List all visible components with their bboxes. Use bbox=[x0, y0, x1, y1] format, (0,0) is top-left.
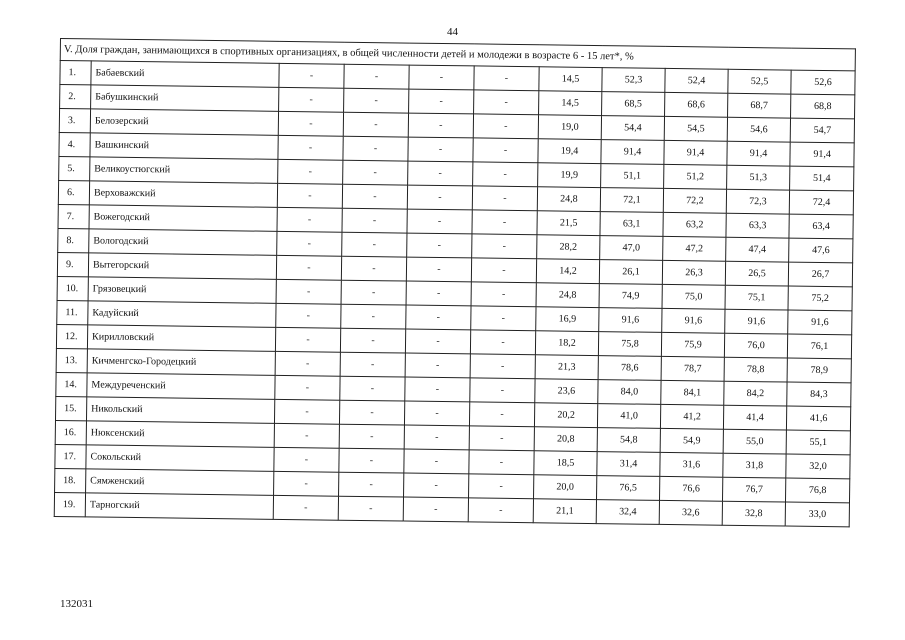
value-cell: 47,0 bbox=[600, 236, 663, 261]
district-name: Вожегодский bbox=[89, 205, 277, 231]
value-cell: 78,7 bbox=[661, 356, 724, 381]
value-cell: 75,2 bbox=[788, 286, 852, 311]
empty-value-cell: - bbox=[277, 231, 342, 256]
empty-value-cell: - bbox=[407, 209, 472, 234]
value-cell: 63,4 bbox=[789, 214, 853, 239]
empty-value-cell: - bbox=[469, 450, 534, 475]
empty-value-cell: - bbox=[339, 424, 404, 449]
value-cell: 51,2 bbox=[664, 164, 727, 189]
value-cell: 32,6 bbox=[659, 500, 722, 525]
empty-value-cell: - bbox=[407, 185, 472, 210]
empty-value-cell: - bbox=[405, 329, 470, 354]
empty-value-cell: - bbox=[275, 375, 340, 400]
value-cell: 54,9 bbox=[660, 428, 723, 453]
empty-value-cell: - bbox=[409, 89, 474, 114]
value-cell: 72,3 bbox=[726, 189, 789, 214]
value-cell: 54,7 bbox=[790, 118, 854, 143]
empty-value-cell: - bbox=[275, 327, 340, 352]
value-cell: 91,6 bbox=[599, 308, 662, 333]
value-cell: 54,8 bbox=[597, 428, 660, 453]
district-name: Кирилловский bbox=[87, 325, 275, 351]
empty-value-cell: - bbox=[409, 65, 474, 90]
district-name: Кадуйский bbox=[88, 301, 276, 327]
value-cell: 31,4 bbox=[597, 452, 660, 477]
empty-value-cell: - bbox=[342, 232, 407, 257]
row-number: 11. bbox=[57, 300, 88, 324]
empty-value-cell: - bbox=[471, 306, 536, 331]
empty-value-cell: - bbox=[343, 160, 408, 185]
district-name: Бабаевский bbox=[91, 61, 279, 87]
value-cell: 14,5 bbox=[539, 91, 602, 116]
page-number: 44 bbox=[447, 26, 458, 38]
value-cell: 24,8 bbox=[537, 187, 600, 212]
value-cell: 76,1 bbox=[787, 334, 851, 359]
value-cell: 78,9 bbox=[787, 358, 851, 383]
value-cell: 24,8 bbox=[536, 283, 599, 308]
value-cell: 74,9 bbox=[599, 284, 662, 309]
value-cell: 18,5 bbox=[534, 451, 597, 476]
empty-value-cell: - bbox=[472, 186, 537, 211]
value-cell: 33,0 bbox=[785, 502, 849, 527]
empty-value-cell: - bbox=[277, 183, 342, 208]
value-cell: 31,8 bbox=[723, 453, 786, 478]
empty-value-cell: - bbox=[469, 426, 534, 451]
value-cell: 52,3 bbox=[602, 68, 665, 93]
value-cell: 76,8 bbox=[785, 478, 849, 503]
value-cell: 68,6 bbox=[665, 92, 728, 117]
value-cell: 26,3 bbox=[662, 260, 725, 285]
empty-value-cell: - bbox=[474, 66, 539, 91]
value-cell: 47,2 bbox=[663, 236, 726, 261]
document-id: 132031 bbox=[60, 598, 93, 610]
district-name: Верховажский bbox=[89, 181, 277, 207]
value-cell: 41,4 bbox=[723, 405, 786, 430]
value-cell: 47,6 bbox=[789, 238, 853, 263]
value-cell: 51,4 bbox=[790, 166, 854, 191]
row-number: 16. bbox=[55, 420, 86, 444]
empty-value-cell: - bbox=[341, 304, 406, 329]
value-cell: 55,0 bbox=[723, 429, 786, 454]
value-cell: 68,5 bbox=[602, 92, 665, 117]
value-cell: 84,1 bbox=[661, 380, 724, 405]
empty-value-cell: - bbox=[471, 258, 536, 283]
value-cell: 84,0 bbox=[598, 380, 661, 405]
value-cell: 26,7 bbox=[788, 262, 852, 287]
district-name: Вашкинский bbox=[90, 133, 278, 159]
empty-value-cell: - bbox=[405, 353, 470, 378]
value-cell: 75,1 bbox=[725, 285, 788, 310]
row-number: 5. bbox=[59, 156, 90, 180]
row-number: 3. bbox=[59, 109, 90, 133]
value-cell: 41,2 bbox=[660, 404, 723, 429]
value-cell: 32,8 bbox=[722, 501, 785, 526]
value-cell: 91,4 bbox=[727, 141, 790, 166]
empty-value-cell: - bbox=[407, 233, 472, 258]
value-cell: 76,7 bbox=[722, 477, 785, 502]
value-cell: 54,6 bbox=[727, 117, 790, 142]
empty-value-cell: - bbox=[339, 448, 404, 473]
value-cell: 52,5 bbox=[728, 69, 791, 94]
empty-value-cell: - bbox=[274, 423, 339, 448]
empty-value-cell: - bbox=[276, 255, 341, 280]
value-cell: 68,8 bbox=[791, 94, 855, 119]
section-title: V. Доля граждан, занимающихся в спортивных организациях, в общей численности детей и молодежи в возрасте 6 - 15 лет*, % bbox=[60, 39, 855, 71]
row-number: 14. bbox=[56, 372, 87, 396]
value-cell: 84,2 bbox=[724, 381, 787, 406]
district-name: Вытегорский bbox=[88, 253, 276, 279]
row-number: 7. bbox=[58, 204, 89, 228]
value-cell: 32,4 bbox=[596, 500, 659, 525]
district-name: Грязовецкий bbox=[88, 277, 276, 303]
value-cell: 51,1 bbox=[601, 164, 664, 189]
value-cell: 75,0 bbox=[662, 284, 725, 309]
empty-value-cell: - bbox=[404, 473, 469, 498]
value-cell: 78,6 bbox=[598, 356, 661, 381]
table-body bbox=[54, 39, 855, 527]
empty-value-cell: - bbox=[468, 498, 533, 523]
value-cell: 21,1 bbox=[533, 499, 596, 524]
value-cell: 91,6 bbox=[662, 308, 725, 333]
empty-value-cell: - bbox=[342, 208, 407, 233]
value-cell: 19,9 bbox=[538, 163, 601, 188]
empty-value-cell: - bbox=[344, 64, 409, 89]
empty-value-cell: - bbox=[408, 113, 473, 138]
empty-value-cell: - bbox=[469, 402, 534, 427]
empty-value-cell: - bbox=[406, 257, 471, 282]
empty-value-cell: - bbox=[343, 112, 408, 137]
value-cell: 63,3 bbox=[726, 213, 789, 238]
empty-value-cell: - bbox=[404, 401, 469, 426]
row-number: 4. bbox=[59, 132, 90, 156]
value-cell: 63,1 bbox=[600, 212, 663, 237]
district-name: Сокольский bbox=[86, 445, 274, 471]
row-number: 9. bbox=[57, 252, 88, 276]
empty-value-cell: - bbox=[472, 234, 537, 259]
district-name: Великоустюгский bbox=[90, 157, 278, 183]
empty-value-cell: - bbox=[408, 137, 473, 162]
row-number: 8. bbox=[58, 228, 89, 252]
value-cell: 78,8 bbox=[724, 357, 787, 382]
row-number: 6. bbox=[58, 180, 89, 204]
row-number: 18. bbox=[55, 468, 86, 492]
district-name: Белозерский bbox=[90, 109, 278, 135]
empty-value-cell: - bbox=[276, 303, 341, 328]
empty-value-cell: - bbox=[469, 474, 534, 499]
data-table bbox=[54, 38, 856, 527]
empty-value-cell: - bbox=[406, 305, 471, 330]
district-name: Тарногский bbox=[85, 493, 273, 519]
empty-value-cell: - bbox=[341, 256, 406, 281]
empty-value-cell: - bbox=[470, 330, 535, 355]
empty-value-cell: - bbox=[472, 210, 537, 235]
value-cell: 54,5 bbox=[664, 116, 727, 141]
empty-value-cell: - bbox=[278, 111, 343, 136]
empty-value-cell: - bbox=[474, 90, 539, 115]
value-cell: 84,3 bbox=[787, 382, 851, 407]
value-cell: 91,4 bbox=[790, 142, 854, 167]
value-cell: 47,4 bbox=[726, 237, 789, 262]
value-cell: 75,8 bbox=[598, 332, 661, 357]
empty-value-cell: - bbox=[408, 161, 473, 186]
value-cell: 19,0 bbox=[538, 115, 601, 140]
value-cell: 20,8 bbox=[534, 427, 597, 452]
value-cell: 18,2 bbox=[535, 331, 598, 356]
empty-value-cell: - bbox=[339, 472, 404, 497]
row-number: 2. bbox=[60, 85, 91, 109]
value-cell: 75,9 bbox=[661, 332, 724, 357]
empty-value-cell: - bbox=[404, 449, 469, 474]
value-cell: 20,2 bbox=[534, 403, 597, 428]
empty-value-cell: - bbox=[344, 88, 409, 113]
value-cell: 23,6 bbox=[535, 379, 598, 404]
empty-value-cell: - bbox=[277, 207, 342, 232]
empty-value-cell: - bbox=[405, 377, 470, 402]
empty-value-cell: - bbox=[470, 378, 535, 403]
empty-value-cell: - bbox=[274, 399, 339, 424]
value-cell: 14,5 bbox=[539, 67, 602, 92]
value-cell: 20,0 bbox=[534, 475, 597, 500]
value-cell: 91,4 bbox=[664, 140, 727, 165]
empty-value-cell: - bbox=[403, 497, 468, 522]
empty-value-cell: - bbox=[275, 351, 340, 376]
district-name: Бабушкинский bbox=[91, 85, 279, 111]
value-cell: 52,6 bbox=[791, 70, 855, 95]
empty-value-cell: - bbox=[406, 281, 471, 306]
district-name: Сямженский bbox=[86, 469, 274, 495]
empty-value-cell: - bbox=[340, 352, 405, 377]
value-cell: 41,0 bbox=[597, 404, 660, 429]
value-cell: 21,5 bbox=[537, 211, 600, 236]
value-cell: 63,2 bbox=[663, 212, 726, 237]
value-cell: 52,4 bbox=[665, 68, 728, 93]
value-cell: 76,5 bbox=[597, 476, 660, 501]
value-cell: 76,6 bbox=[659, 476, 722, 501]
district-name: Кичменгско-Городецкий bbox=[87, 349, 275, 375]
empty-value-cell: - bbox=[274, 471, 339, 496]
value-cell: 21,3 bbox=[535, 355, 598, 380]
empty-value-cell: - bbox=[343, 136, 408, 161]
value-cell: 72,1 bbox=[600, 188, 663, 213]
value-cell: 41,6 bbox=[786, 406, 850, 431]
empty-value-cell: - bbox=[473, 114, 538, 139]
value-cell: 91,4 bbox=[601, 140, 664, 165]
empty-value-cell: - bbox=[279, 87, 344, 112]
empty-value-cell: - bbox=[276, 279, 341, 304]
value-cell: 54,4 bbox=[601, 116, 664, 141]
row-number: 15. bbox=[55, 396, 86, 420]
empty-value-cell: - bbox=[342, 184, 407, 209]
empty-value-cell: - bbox=[338, 496, 403, 521]
row-number: 19. bbox=[54, 492, 85, 516]
value-cell: 28,2 bbox=[537, 235, 600, 260]
empty-value-cell: - bbox=[339, 400, 404, 425]
value-cell: 91,6 bbox=[788, 310, 852, 335]
district-name: Нюксенский bbox=[86, 421, 274, 447]
row-number: 1. bbox=[60, 61, 91, 85]
empty-value-cell: - bbox=[340, 376, 405, 401]
value-cell: 55,1 bbox=[786, 430, 850, 455]
value-cell: 26,1 bbox=[599, 260, 662, 285]
value-cell: 14,2 bbox=[536, 259, 599, 284]
row-number: 10. bbox=[57, 276, 88, 300]
value-cell: 31,6 bbox=[660, 452, 723, 477]
value-cell: 32,0 bbox=[786, 454, 850, 479]
empty-value-cell: - bbox=[341, 280, 406, 305]
value-cell: 76,0 bbox=[724, 333, 787, 358]
district-name: Междуреченский bbox=[87, 373, 275, 399]
value-cell: 72,4 bbox=[789, 190, 853, 215]
empty-value-cell: - bbox=[470, 354, 535, 379]
value-cell: 51,3 bbox=[727, 165, 790, 190]
empty-value-cell: - bbox=[471, 282, 536, 307]
value-cell: 91,6 bbox=[725, 309, 788, 334]
row-number: 17. bbox=[55, 444, 86, 468]
empty-value-cell: - bbox=[473, 162, 538, 187]
value-cell: 16,9 bbox=[536, 307, 599, 332]
value-cell: 19,4 bbox=[538, 139, 601, 164]
empty-value-cell: - bbox=[340, 328, 405, 353]
empty-value-cell: - bbox=[278, 135, 343, 160]
district-name: Вологодский bbox=[89, 229, 277, 255]
table-sheet bbox=[54, 38, 855, 527]
empty-value-cell: - bbox=[279, 63, 344, 88]
value-cell: 72,2 bbox=[663, 188, 726, 213]
empty-value-cell: - bbox=[274, 447, 339, 472]
row-number: 13. bbox=[56, 348, 87, 372]
empty-value-cell: - bbox=[404, 425, 469, 450]
empty-value-cell: - bbox=[278, 159, 343, 184]
empty-value-cell: - bbox=[473, 138, 538, 163]
value-cell: 68,7 bbox=[728, 93, 791, 118]
row-number: 12. bbox=[56, 324, 87, 348]
district-name: Никольский bbox=[86, 397, 274, 423]
empty-value-cell: - bbox=[273, 495, 338, 520]
value-cell: 26,5 bbox=[725, 261, 788, 286]
